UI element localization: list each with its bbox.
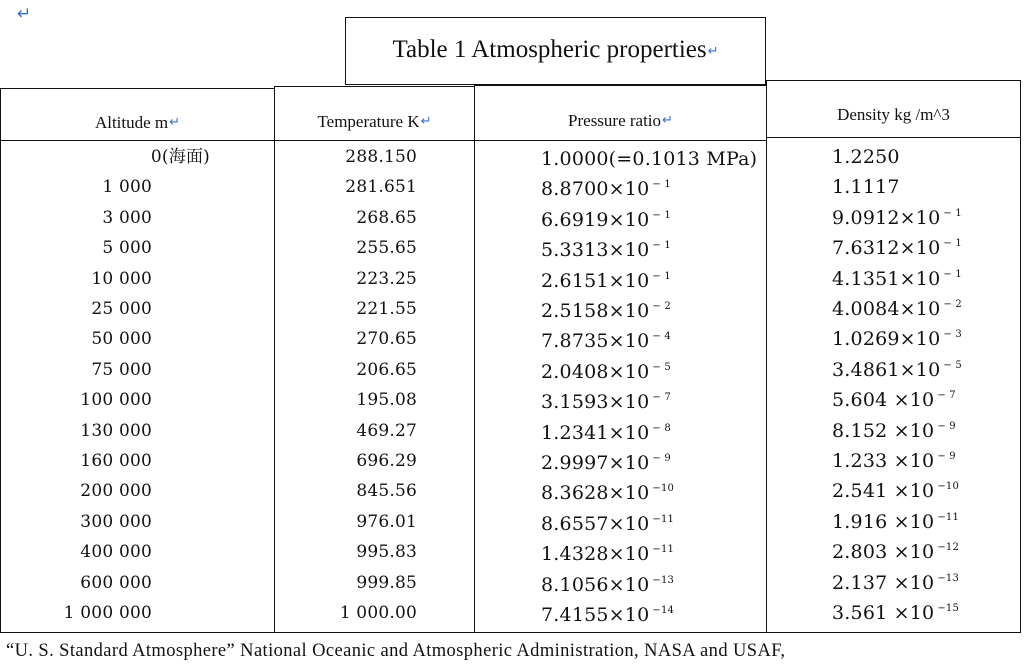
density-mantissa: 3.4861×10 (832, 358, 941, 381)
density-exponent: −12 (937, 542, 960, 554)
density-exponent: −10 (937, 481, 960, 493)
pressure-mantissa: 6.6919×10 (541, 208, 650, 231)
cell-altitude: 0(海面) (150, 147, 210, 167)
density-exponent: − 1 (943, 207, 962, 219)
cell-temperature: 469.27 (356, 420, 417, 441)
cell-temperature: 206.65 (356, 359, 417, 380)
density-exponent: − 9 (937, 451, 956, 462)
cell-density (832, 294, 962, 320)
cell-density (832, 507, 959, 533)
cell-pressure (541, 296, 671, 322)
cell-density (832, 264, 962, 290)
cell-density (832, 537, 959, 563)
pressure-exponent: −14 (652, 605, 675, 616)
pressure-mantissa: 8.8700×10 (541, 178, 650, 201)
cell-density (832, 324, 962, 350)
cell-density (832, 355, 962, 381)
cell-temperature: 268.65 (356, 207, 417, 228)
density-exponent: − 1 (943, 268, 962, 280)
cell-altitude: 200 000 (80, 481, 152, 502)
density-mantissa: 4.1351×10 (832, 267, 941, 290)
density-mantissa: 9.0912×10 (832, 206, 941, 229)
pressure-exponent: − 1 (652, 270, 671, 282)
density-mantissa: 2.541 ×10 (832, 480, 935, 503)
cell-temperature: 255.65 (356, 238, 417, 259)
table-title: Table 1 Atmospheric properties↵ (392, 36, 719, 63)
rule-bottom (0, 632, 1021, 633)
cell-altitude: 1 000 000 (63, 603, 152, 623)
pressure-mantissa: 2.6151×10 (541, 269, 650, 292)
pressure-mantissa: 2.5158×10 (541, 300, 650, 322)
density-mantissa: 5.604 ×10 (832, 389, 935, 412)
pressure-mantissa: 2.0408×10 (541, 360, 650, 383)
cell-pressure (541, 326, 671, 352)
pressure-mantissa: 7.4155×10 (541, 604, 650, 626)
cell-temperature: 221.55 (356, 299, 417, 319)
pressure-exponent: − 2 (652, 301, 671, 312)
pressure-exponent: −13 (652, 574, 675, 586)
density-mantissa: 1.0269×10 (832, 328, 941, 351)
cell-pressure (541, 387, 671, 413)
cell-density (832, 233, 962, 259)
cell-pressure (541, 509, 674, 535)
cell-pressure (541, 174, 671, 200)
pressure-exponent: − 5 (652, 361, 671, 373)
cell-pressure (541, 570, 674, 596)
cell-pressure (541, 418, 671, 444)
cell-pressure (541, 266, 671, 292)
density-mantissa: 4.0084×10 (832, 298, 941, 320)
cell-altitude: 10 000 (91, 268, 152, 289)
cell-temperature: 999.85 (356, 572, 417, 593)
rule-right (1020, 138, 1021, 633)
pressure-exponent: −10 (652, 483, 675, 495)
cell-pressure (541, 235, 671, 261)
cell-density (832, 416, 956, 442)
rule-col-1 (274, 140, 275, 633)
rule-col-3 (766, 138, 767, 633)
density-mantissa: 1.233 ×10 (832, 450, 935, 472)
paragraph-mark: ↵ (17, 4, 32, 24)
pressure-exponent: − 1 (652, 209, 671, 221)
density-mantissa: 8.152 ×10 (832, 419, 935, 442)
cell-temperature: 1 000.00 (339, 603, 417, 623)
cell-altitude: 1 000 (102, 177, 152, 198)
cell-altitude: 50 000 (91, 329, 152, 350)
density-exponent: −11 (937, 511, 960, 523)
cell-altitude: 3 000 (102, 207, 152, 228)
footnote: “U. S. Standard Atmosphere” National Oceanic and Atmospheric Administration, NASA and USAF, (6, 641, 786, 661)
cell-altitude: 5 000 (102, 238, 152, 259)
cell-altitude: 75 000 (91, 359, 152, 380)
cell-temperature: 270.65 (356, 329, 417, 350)
pressure-mantissa: 3.1593×10 (541, 391, 650, 414)
cell-pressure (541, 539, 674, 565)
cell-pressure (541, 144, 760, 170)
cell-temperature: 995.83 (356, 542, 417, 563)
rule-col-2 (474, 140, 475, 633)
cell-temperature: 845.56 (356, 481, 417, 502)
pressure-mantissa: 8.6557×10 (541, 512, 650, 535)
cell-altitude: 600 000 (80, 572, 152, 593)
cell-temperature: 195.08 (356, 390, 417, 411)
cell-density (832, 142, 903, 168)
header-pressure: Pressure ratio↵ (568, 111, 673, 130)
pressure-exponent: −11 (652, 544, 675, 556)
cell-pressure (541, 478, 674, 504)
pressure-exponent: − 7 (652, 392, 671, 404)
cell-density (832, 476, 959, 502)
pressure-mantissa: 8.3628×10 (541, 482, 650, 505)
density-exponent: − 9 (937, 420, 956, 432)
cell-temperature: 696.29 (356, 451, 417, 471)
cell-temperature: 281.651 (345, 177, 417, 198)
cell-altitude: 300 000 (80, 511, 152, 532)
cell-altitude: 400 000 (80, 542, 152, 563)
cell-density (832, 446, 956, 472)
cell-density (832, 385, 956, 411)
cell-density (832, 568, 959, 594)
density-exponent: − 1 (943, 238, 962, 250)
density-mantissa: 1.916 ×10 (832, 510, 935, 533)
pressure-mantissa: 2.9997×10 (541, 452, 650, 474)
pressure-exponent: −11 (652, 513, 675, 525)
cell-pressure (541, 448, 671, 474)
density-mantissa: 1.1117 (832, 176, 900, 199)
density-mantissa: 2.137 ×10 (832, 571, 935, 594)
cell-pressure (541, 205, 671, 231)
pressure-exponent: − 8 (652, 422, 671, 434)
density-mantissa: 3.561 ×10 (832, 602, 935, 624)
density-exponent: − 3 (943, 329, 962, 341)
pressure-mantissa: 1.2341×10 (541, 421, 650, 444)
density-exponent: −15 (937, 603, 960, 614)
cell-density (832, 203, 962, 229)
cell-altitude: 130 000 (80, 420, 152, 441)
pressure-mantissa: 5.3313×10 (541, 239, 650, 262)
pressure-mantissa: 7.8735×10 (541, 330, 650, 353)
density-exponent: −13 (937, 572, 960, 584)
pressure-exponent: − 4 (652, 331, 671, 343)
cell-density (832, 598, 959, 624)
density-exponent: − 5 (943, 359, 962, 371)
header-density: Density kg /m^3 (837, 105, 950, 124)
cell-altitude: 25 000 (91, 299, 152, 319)
density-exponent: − 7 (937, 390, 956, 402)
cell-pressure (541, 600, 674, 626)
pressure-exponent: − 1 (652, 179, 671, 191)
header-altitude: Altitude m↵ (94, 113, 181, 132)
pressure-mantissa: 1.4328×10 (541, 543, 650, 566)
density-mantissa: 2.803 ×10 (832, 541, 935, 564)
cell-altitude: 160 000 (80, 451, 152, 471)
pressure-exponent: − 1 (652, 240, 671, 252)
cell-altitude: 100 000 (80, 390, 152, 411)
cell-temperature: 223.25 (356, 268, 417, 289)
pressure-mantissa: 8.1056×10 (541, 573, 650, 596)
pressure-exponent: − 9 (652, 453, 671, 464)
pressure-mantissa: 1.0000(=0.1013 MPa) (541, 148, 758, 170)
header-temperature: Temperature K↵ (317, 112, 432, 131)
density-mantissa: 7.6312×10 (832, 237, 941, 260)
cell-density (832, 172, 903, 198)
density-exponent: − 2 (943, 299, 962, 310)
cell-temperature: 976.01 (356, 511, 417, 532)
cell-pressure (541, 357, 671, 383)
density-mantissa: 1.2250 (832, 146, 900, 168)
cell-temperature: 288.150 (345, 147, 417, 167)
